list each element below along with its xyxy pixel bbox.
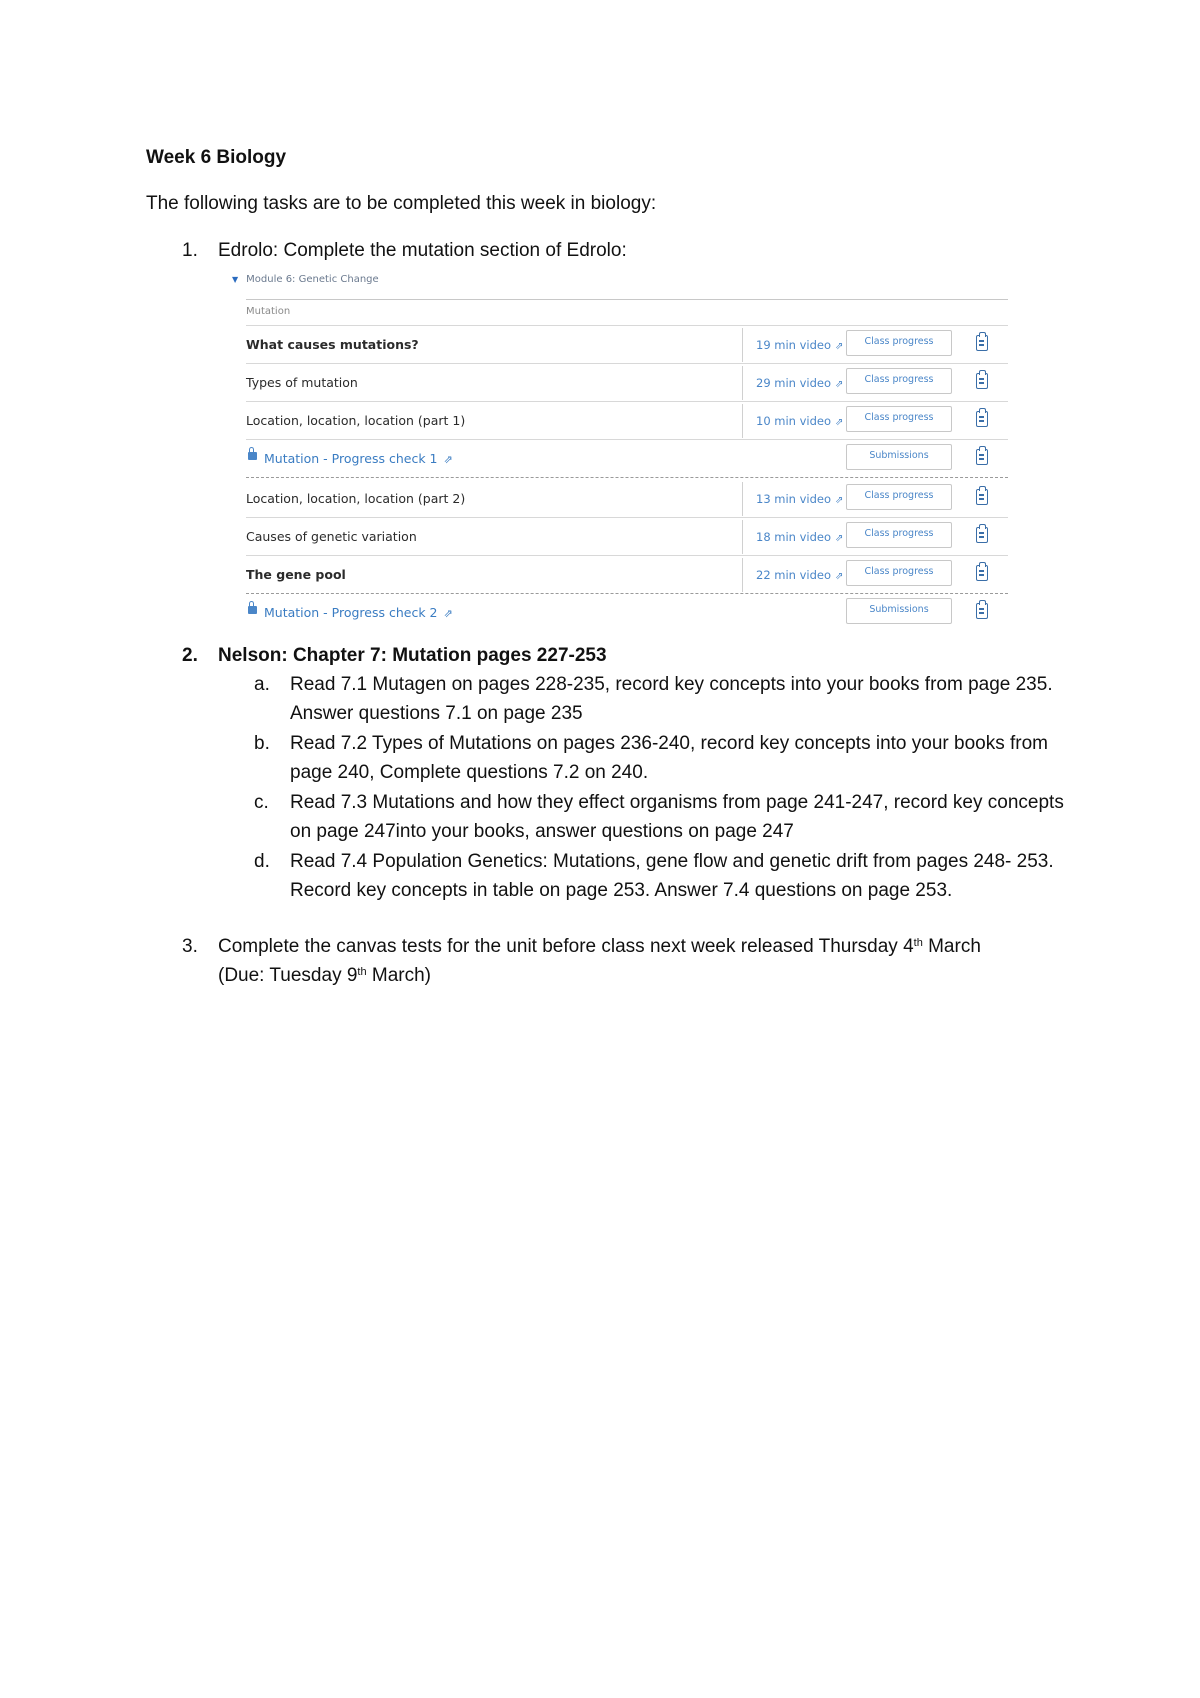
class-progress-button[interactable]: Class progress bbox=[846, 330, 952, 356]
class-progress-button[interactable]: Class progress bbox=[846, 522, 952, 548]
lock-icon bbox=[248, 606, 257, 614]
clipboard-icon[interactable] bbox=[976, 527, 988, 543]
class-progress-button[interactable]: Class progress bbox=[846, 560, 952, 586]
external-link-icon: ⇗ bbox=[443, 607, 453, 620]
clipboard-icon[interactable] bbox=[976, 565, 988, 581]
subtask-letter: a. bbox=[254, 674, 270, 695]
lesson-title[interactable]: Location, location, location (part 1) bbox=[246, 413, 466, 428]
external-link-icon: ⇗ bbox=[835, 379, 844, 390]
clipboard-icon[interactable] bbox=[976, 489, 988, 505]
video-duration-link[interactable]: 13 min video ⇗ bbox=[756, 492, 844, 506]
external-link-icon: ⇗ bbox=[835, 417, 844, 428]
task-text: Edrolo: Complete the mutation section of Edrolo: bbox=[218, 240, 627, 261]
clipboard-icon[interactable] bbox=[976, 603, 988, 619]
section-label: Mutation bbox=[246, 306, 291, 317]
subtask-text: Read 7.4 Population Genetics: Mutations, gene flow and genetic drift from pages 248- 253. Record key concepts in table on page 253. Answer 7.4 questions on page 253. bbox=[290, 851, 1054, 901]
lesson-row bbox=[246, 556, 1008, 594]
video-duration-link[interactable]: 22 min video ⇗ bbox=[756, 568, 844, 582]
clipboard-icon[interactable] bbox=[976, 373, 988, 389]
subtask-letter: c. bbox=[254, 792, 269, 813]
column-divider bbox=[742, 328, 743, 362]
external-link-icon: ⇗ bbox=[835, 533, 844, 544]
subtask-text: Read 7.3 Mutations and how they effect organisms from page 241-247, record key concepts on page 247into your books, answer questions on page 247 bbox=[290, 792, 1064, 842]
edrolo-module-screenshot bbox=[228, 270, 1008, 630]
lesson-title[interactable]: Location, location, location (part 2) bbox=[246, 491, 466, 506]
lesson-row bbox=[246, 326, 1008, 364]
lesson-row bbox=[246, 480, 1008, 518]
module-title: Module 6: Genetic Change bbox=[246, 274, 379, 285]
external-link-icon: ⇗ bbox=[835, 495, 844, 506]
task-text: Nelson: Chapter 7: Mutation pages 227-253 bbox=[218, 645, 607, 666]
progress-check-link[interactable]: Mutation - Progress check 2 ⇗ bbox=[264, 605, 453, 620]
caret-down-icon[interactable]: ▼ bbox=[232, 275, 239, 284]
column-divider bbox=[742, 366, 743, 400]
external-link-icon: ⇗ bbox=[443, 453, 453, 466]
external-link-icon: ⇗ bbox=[835, 571, 844, 582]
module-header[interactable] bbox=[232, 274, 379, 285]
lock-icon bbox=[248, 452, 257, 460]
task-text: Complete the canvas tests for the unit before class next week released Thursday 4th March (Due: Tuesday 9th March) bbox=[218, 936, 981, 986]
progress-check-row bbox=[246, 440, 1008, 478]
lesson-title[interactable]: The gene pool bbox=[246, 567, 346, 582]
subtask-text: Read 7.1 Mutagen on pages 228-235, record key concepts into your books from page 235. Answer questions 7.1 on page 235 bbox=[290, 674, 1053, 724]
lesson-row bbox=[246, 402, 1008, 440]
video-duration-link[interactable]: 29 min video ⇗ bbox=[756, 376, 844, 390]
subtask-text: Read 7.2 Types of Mutations on pages 236-240, record key concepts into your books from page 240, Complete questions 7.2 on 240. bbox=[290, 733, 1048, 783]
subtask-letter: d. bbox=[254, 851, 270, 872]
video-duration-link[interactable]: 18 min video ⇗ bbox=[756, 530, 844, 544]
clipboard-icon[interactable] bbox=[976, 449, 988, 465]
intro-text: The following tasks are to be completed this week in biology: bbox=[146, 193, 657, 214]
document-title: Week 6 Biology bbox=[146, 147, 287, 168]
row-divider bbox=[246, 477, 1008, 478]
lesson-title[interactable]: Types of mutation bbox=[246, 375, 358, 390]
class-progress-button[interactable]: Class progress bbox=[846, 406, 952, 432]
lesson-title[interactable]: Causes of genetic variation bbox=[246, 529, 417, 544]
submissions-button[interactable]: Submissions bbox=[846, 444, 952, 470]
task-number: 3. bbox=[182, 936, 198, 957]
column-divider bbox=[742, 520, 743, 554]
lesson-title[interactable]: What causes mutations? bbox=[246, 337, 419, 352]
video-duration-link[interactable]: 10 min video ⇗ bbox=[756, 414, 844, 428]
class-progress-button[interactable]: Class progress bbox=[846, 484, 952, 510]
column-divider bbox=[742, 558, 743, 592]
column-divider bbox=[742, 404, 743, 438]
lesson-row bbox=[246, 518, 1008, 556]
divider bbox=[246, 299, 1008, 300]
class-progress-button[interactable]: Class progress bbox=[846, 368, 952, 394]
video-duration-link[interactable]: 19 min video ⇗ bbox=[756, 338, 844, 352]
clipboard-icon[interactable] bbox=[976, 335, 988, 351]
external-link-icon: ⇗ bbox=[835, 341, 844, 352]
subtask-letter: b. bbox=[254, 733, 270, 754]
submissions-button[interactable]: Submissions bbox=[846, 598, 952, 624]
lesson-row bbox=[246, 364, 1008, 402]
task-number: 2. bbox=[182, 645, 198, 666]
task-number: 1. bbox=[182, 240, 198, 261]
progress-check-link[interactable]: Mutation - Progress check 1 ⇗ bbox=[264, 451, 453, 466]
progress-check-row bbox=[246, 594, 1008, 632]
clipboard-icon[interactable] bbox=[976, 411, 988, 427]
column-divider bbox=[742, 482, 743, 516]
